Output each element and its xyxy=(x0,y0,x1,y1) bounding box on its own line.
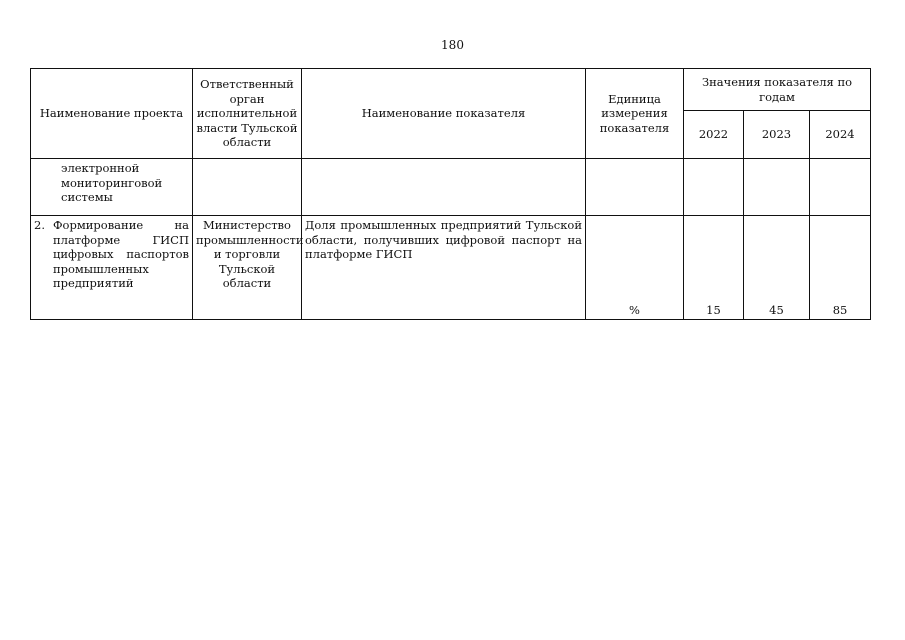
row-2-number: 2. xyxy=(34,218,45,232)
row-1-project-name: электронной мониторинговой системы xyxy=(31,159,193,216)
indicators-table xyxy=(30,68,871,320)
row-1-value-2022 xyxy=(684,159,744,216)
header-unit: Единица измерения показателя xyxy=(586,69,684,159)
header-year-2024: 2024 xyxy=(810,111,871,159)
row-1-responsible-body xyxy=(193,159,302,216)
row-2-indicator: Доля промышленных предприятий Тульской области, получивших цифровой паспорт на платформе ГИСП xyxy=(302,216,586,320)
row-2-project-name xyxy=(31,216,193,320)
header-indicator-name: Наименование показателя xyxy=(302,69,586,159)
row-2-value-2023: 45 xyxy=(744,216,810,320)
row-1-value-2024 xyxy=(810,159,871,216)
header-project-name: Наименование проекта xyxy=(31,69,193,159)
row-1-value-2023 xyxy=(744,159,810,216)
header-responsible-body: Ответственный орган исполнительной власти Тульской области xyxy=(193,69,302,159)
row-1-unit xyxy=(586,159,684,216)
row-2-project-text: Формирование на платформе ГИСП цифровых паспортов промышленных предприятий xyxy=(52,218,189,290)
table-row xyxy=(31,159,871,216)
row-1-indicator xyxy=(302,159,586,216)
table-row xyxy=(31,216,871,320)
header-year-2022: 2022 xyxy=(684,111,744,159)
row-2-value-2022: 15 xyxy=(684,216,744,320)
row-2-unit: % xyxy=(586,216,684,320)
header-values-by-year: Значения показателя по годам xyxy=(684,69,871,111)
header-year-2023: 2023 xyxy=(744,111,810,159)
row-2-responsible-body: Министерство промышленности и торговли Тульской области xyxy=(193,216,302,320)
row-2-value-2024: 85 xyxy=(810,216,871,320)
page-number: 180 xyxy=(441,38,464,52)
